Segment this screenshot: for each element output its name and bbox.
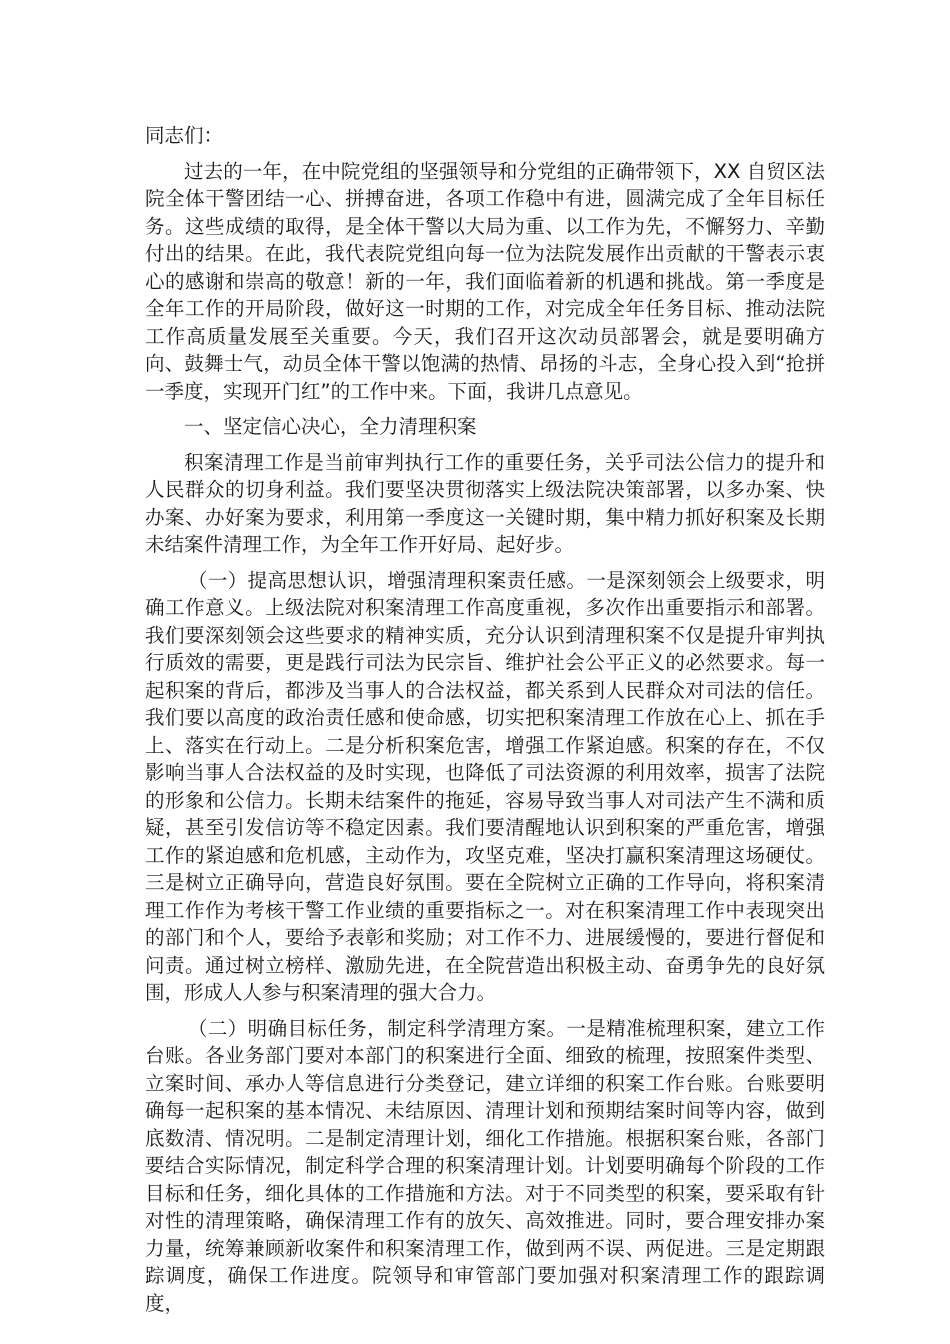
subsection-paragraph-1: （一）提高思想认识，增强清理积案责任感。一是深刻领会上级要求，明确工作意义。上级法院对积案清理工作高度重视，多次作出重要指示和部署。我们要深刻领会这些要求的精神实质，充分认识到清理积案不仅是提升审判执行质效的需要，更是践行司法为民宗旨、维护社会公平正义的必然要求。每一起积案的背后，都涉及当事人的合法权益，都关系到人民群众对司法的信任。我们要以高度的政治责任感和使命感，切实把积案清理工作放在心上、抓在手上、落实在行动上。二是分析积案危害，增强工作紧迫感。积案的存在，不仅影响当事人合法权益的及时实现，也降低了司法资源的利用效率，损害了法院的形象和公信力。长期未结案件的拖延，容易导致当事人对司法产生不满和质疑，甚至引发信访等不稳定因素。我们要清醒地认识到积案的严重危害，增强工作的紧迫感和危机感，主动作为，攻坚克难，坚决打赢积案清理这场硬仗。三是树立正确导向，营造良好氛围。要在全院树立正确的工作导向，将积案清理工作作为考核干警工作业绩的重要指标之一。对在积案清理工作中表现突出的部门和个人，要给予表彰和奖励；对工作不力、进展缓慢的，要进行督促和问责。通过树立榜样、激励先进，在全院营造出积极主动、奋勇争先的良好氛围，形成人人参与积案清理的强大合力。 (145, 568, 825, 1004)
subsection-paragraph-2: （二）明确目标任务，制定科学清理方案。一是精准梳理积案，建立工作台账。各业务部门要对本部门的积案进行全面、细致的梳理，按照案件类型、立案时间、承办人等信息进行分类登记，建立详细的积案工作台账。台账要明确每一起积案的基本情况、未结原因、清理计划和预期结案时间等内容，做到底数清、情况明。二是制定清理计划，细化工作措施。根据积案台账，各部门要结合实际情况，制定科学合理的积案清理计划。计划要明确每个阶段的工作目标和任务，细化具体的工作措施和方法。对于不同类型的积案，要采取有针对性的清理策略，确保清理工作有的放矢、高效推进。同时，要合理安排办案力量，统筹兼顾新收案件和积案清理工作，做到两不误、两促进。三是定期跟踪调度，确保工作进度。院领导和审管部门要加强对积案清理工作的跟踪调度， (145, 1016, 825, 1315)
section-heading: 一、坚定信心决心，全力清理积案 (184, 415, 477, 438)
intro-paragraph: 过去的一年，在中院党组的坚强领导和分党组的正确带领下，XX 自贸区法院全体干警团结一心、拼搏奋进，各项工作稳中有进，圆满完成了全年目标任务。这些成绩的取得，是全体干警以大局为重、以工作为先，不懈努力、辛勤付出的结果。在此，我代表院党组向每一位为法院发展作出贡献的干警表示衷心的感谢和崇高的敬意！新的一年，我们面临着新的机遇和挑战。第一季度是全年工作的开局阶段，做好这一时期的工作，对完成全年任务目标、推动法院工作高质量发展至关重要。今天，我们召开这次动员部署会，就是要明确方向、鼓舞士气，动员全体干警以饱满的热情、昂扬的斗志，全身心投入到“抢拼一季度，实现开门红”的工作中来。下面，我讲几点意见。 (145, 159, 825, 403)
section-intro-paragraph: 积案清理工作是当前审判执行工作的重要任务，关乎司法公信力的提升和人民群众的切身利益。我们要坚决贯彻落实上级法院决策部署，以多办案、快办案、办好案为要求，利用第一季度这一关键时期，集中精力抓好积案及长期未结案件清理工作，为全年工作开好局、起好步。 (145, 450, 825, 556)
salutation: 同志们： (145, 124, 224, 147)
document-body (145, 122, 825, 1325)
